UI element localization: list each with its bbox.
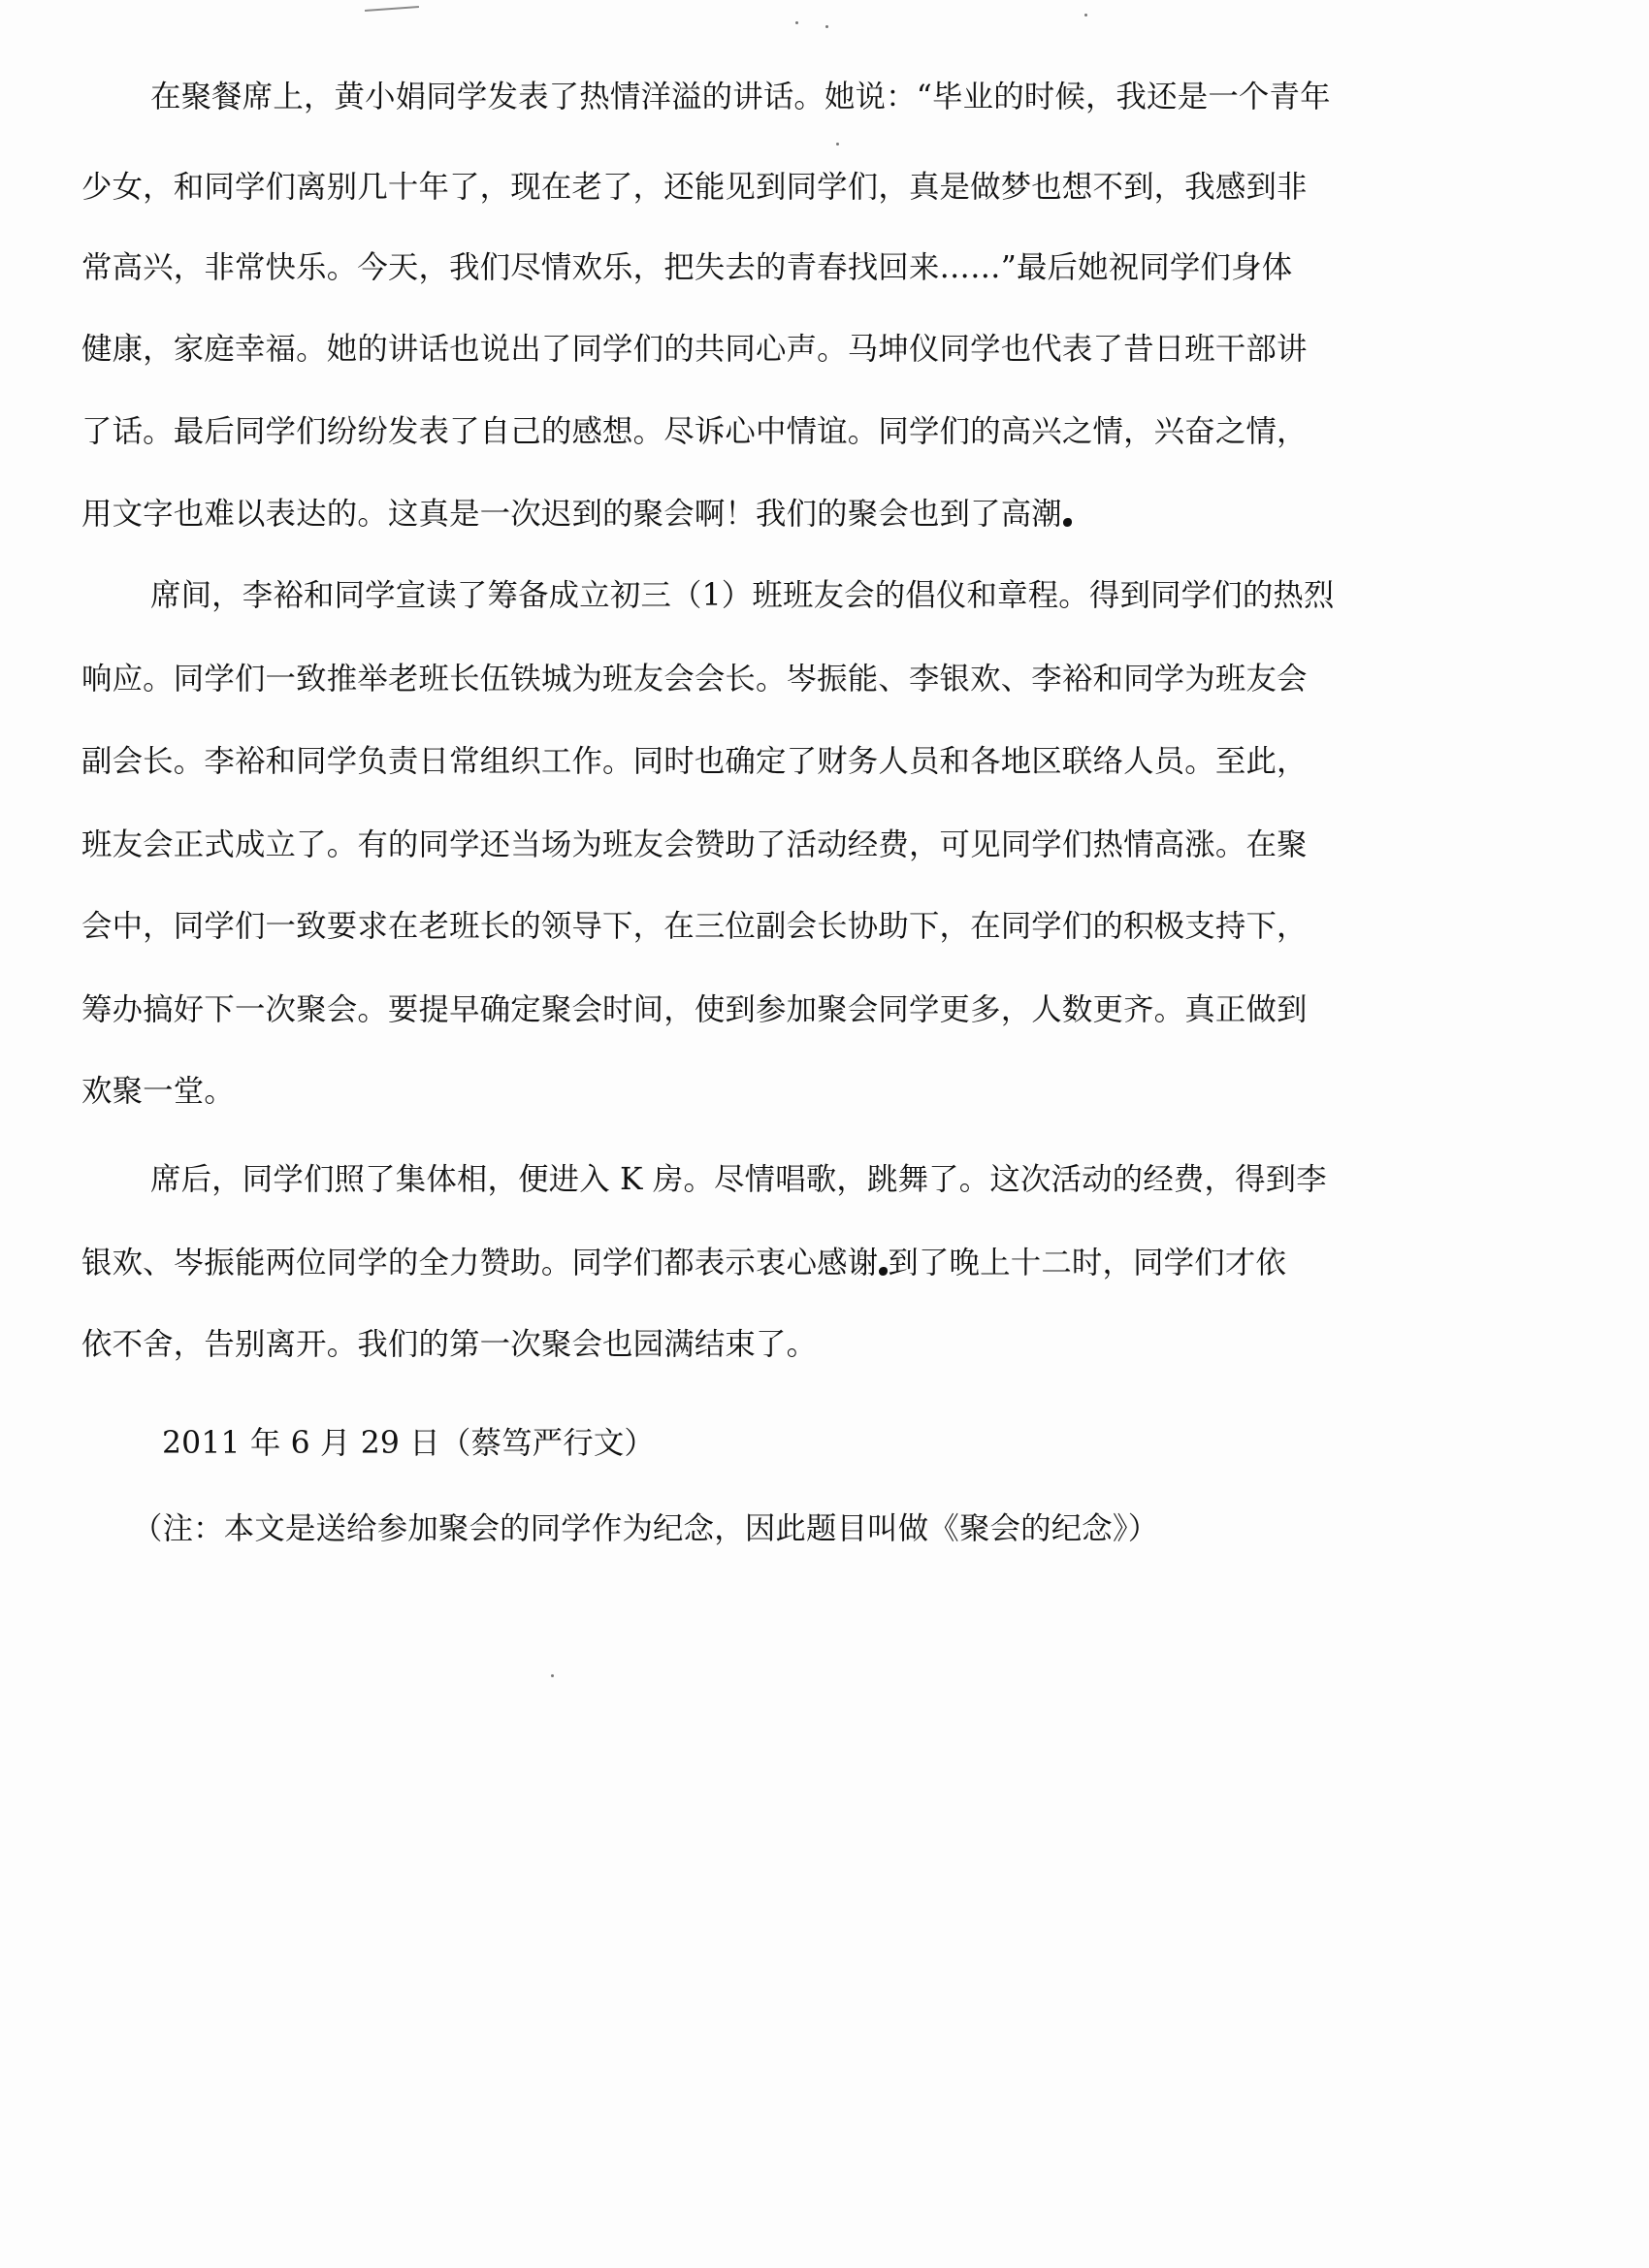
paragraph-line: 席间，李裕和同学宣读了筹备成立初三（1）班班友会的倡仪和章程。得到同学们的热烈 <box>150 578 1335 613</box>
paragraph-line: 依不舍，告别离开。我们的第一次聚会也园满结束了。 <box>81 1327 818 1362</box>
footnote: （注：本文是送给参加聚会的同学作为纪念，因此题目叫做《聚会的纪念》） <box>132 1511 1159 1546</box>
paragraph-line-text: 银欢、岑振能两位同学的全力赞助。同学们都表示衷心感谢 <box>81 1246 879 1280</box>
scan-dot <box>551 1674 554 1677</box>
paragraph-line: 了话。最后同学们纷纷发表了自己的感想。尽诉心中情谊。同学们的高兴之情，兴奋之情， <box>81 414 1308 449</box>
paragraph-line-text: 用文字也难以表达的。这真是一次迟到的聚会啊！我们的聚会也到了高潮 <box>81 497 1062 532</box>
scan-dot <box>795 21 798 24</box>
paragraph-line: 健康，家庭幸福。她的讲话也说出了同学们的共同心声。马坤仪同学也代表了昔日班干部讲 <box>81 332 1308 367</box>
paragraph-line: 少女，和同学们离别几十年了，现在老了，还能见到同学们，真是做梦也想不到，我感到非 <box>81 170 1308 205</box>
scan-mark <box>365 6 419 12</box>
scan-dot <box>825 25 828 28</box>
paragraph-line: 班友会正式成立了。有的同学还当场为班友会赞助了活动经费，可见同学们热情高涨。在聚 <box>81 827 1308 862</box>
paragraph-line: 响应。同学们一致推举老班长伍铁城为班友会会长。岑振能、李银欢、李裕和同学为班友会 <box>81 662 1308 697</box>
scan-dot <box>836 143 839 146</box>
ink-blot <box>1063 518 1072 527</box>
paragraph-line-text: 到了晚上十二时，同学们才依 <box>888 1246 1287 1280</box>
paragraph-line-last <box>81 495 1072 534</box>
paragraph-line: 席后，同学们照了集体相，便进入 K 房。尽情唱歌，跳舞了。这次活动的经费，得到李 <box>150 1162 1327 1197</box>
paragraph-line: 常高兴，非常快乐。今天，我们尽情欢乐，把失去的青春找回来……”最后她祝同学们身体 <box>81 250 1293 285</box>
paragraph-line: 副会长。李裕和同学负责日常组织工作。同时也确定了财务人员和各地区联络人员。至此， <box>81 744 1308 779</box>
paragraph-line: 筹办搞好下一次聚会。要提早确定聚会时间，使到参加聚会同学更多，人数更齐。真正做到 <box>81 992 1308 1027</box>
ink-blot <box>879 1267 888 1276</box>
signature-line: 2011 年 6 月 29 日（蔡笃严行文） <box>162 1426 655 1461</box>
paragraph-line: 在聚餐席上，黄小娟同学发表了热情洋溢的讲话。她说：“毕业的时候，我还是一个青年 <box>150 80 1331 114</box>
paragraph-line: 欢聚一堂。 <box>81 1074 235 1109</box>
scan-dot <box>1084 14 1087 16</box>
paragraph-line: 会中，同学们一致要求在老班长的领导下，在三位副会长协助下，在同学们的积极支持下， <box>81 909 1308 944</box>
paragraph-line <box>81 1244 1286 1282</box>
